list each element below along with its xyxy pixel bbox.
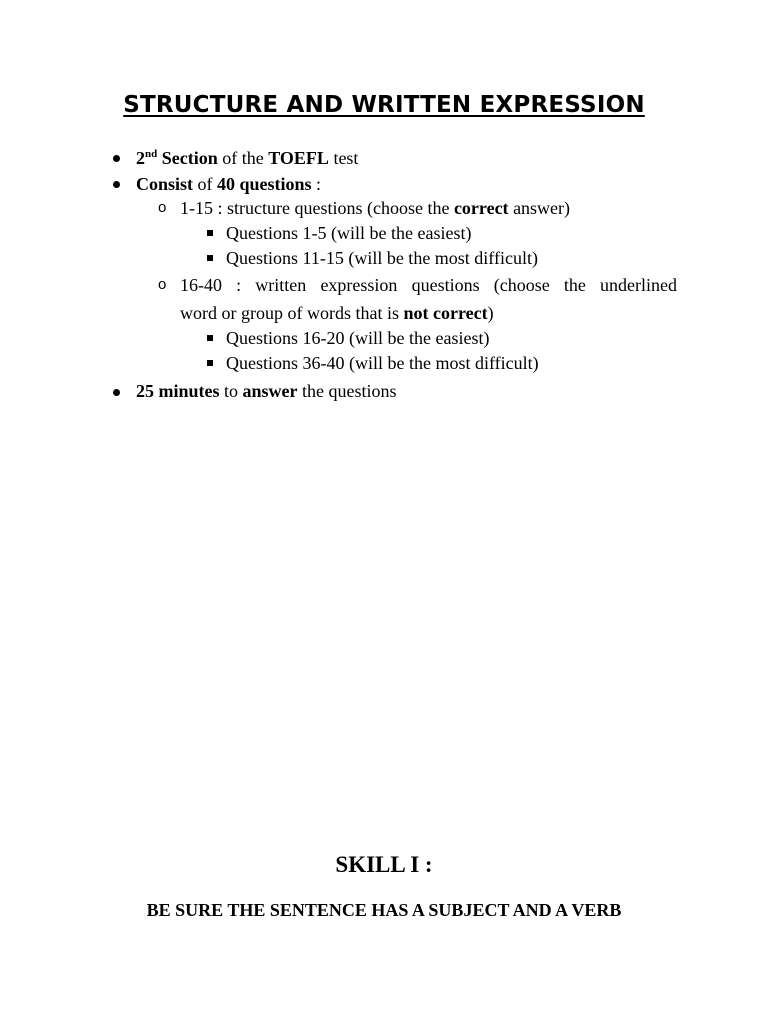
- square-bullet-icon: [207, 360, 213, 366]
- sub-item-written-line1: 16-40 : written expression questions (choose the underlined: [180, 275, 677, 295]
- text-span: of: [193, 174, 218, 194]
- square-bullet-icon: [207, 335, 213, 341]
- text-span: of the: [217, 148, 269, 168]
- skill-subtitle: BE SURE THE SENTENCE HAS A SUBJECT AND A VERB: [146, 900, 622, 920]
- square-bullet-icon: [207, 255, 213, 261]
- page-title: STRUCTURE AND WRITTEN EXPRESSION: [123, 92, 645, 118]
- text-span: :: [311, 174, 322, 194]
- not-correct-label: not correct: [403, 303, 488, 323]
- text-span: 1-15 : structure questions (choose the: [180, 198, 454, 218]
- consist-label: Consist: [136, 174, 194, 194]
- questions-count: 40 questions: [217, 174, 312, 194]
- circle-bullet-icon: o: [158, 199, 167, 216]
- text-span: word or group of words that is: [180, 303, 404, 323]
- bullet-item-consist: [136, 173, 321, 195]
- square-bullet-icon: [207, 230, 213, 236]
- sub-item-written-line2: [180, 302, 494, 324]
- sub-sub-item: Questions 1-5 (will be the easiest): [226, 223, 472, 243]
- text-span: answer): [508, 198, 571, 218]
- bullet-dot-icon: [113, 389, 120, 396]
- sub-sub-item: Questions 11-15 (will be the most difficult): [226, 248, 538, 268]
- ordinal-suffix: nd: [145, 148, 158, 160]
- text-span: ): [487, 303, 494, 323]
- text-span: to: [219, 381, 243, 401]
- text-span: test: [328, 148, 359, 168]
- sub-sub-item: Questions 36-40 (will be the most difficult): [226, 353, 539, 373]
- toefl-label: TOEFL: [268, 148, 329, 168]
- bullet-dot-icon: [113, 155, 120, 162]
- sub-item-structure: [180, 197, 570, 219]
- section-number: 2: [136, 148, 145, 168]
- minutes-label: 25 minutes: [136, 381, 220, 401]
- bullet-dot-icon: [113, 181, 120, 188]
- skill-title: SKILL I :: [335, 852, 433, 877]
- bullet-item-section: [136, 147, 358, 169]
- text-span: the questions: [297, 381, 397, 401]
- sub-sub-item: Questions 16-20 (will be the easiest): [226, 328, 490, 348]
- section-label: Section: [157, 148, 218, 168]
- answer-label: answer: [242, 381, 298, 401]
- bullet-item-minutes: [136, 380, 397, 402]
- correct-label: correct: [453, 198, 509, 218]
- circle-bullet-icon: o: [158, 276, 167, 293]
